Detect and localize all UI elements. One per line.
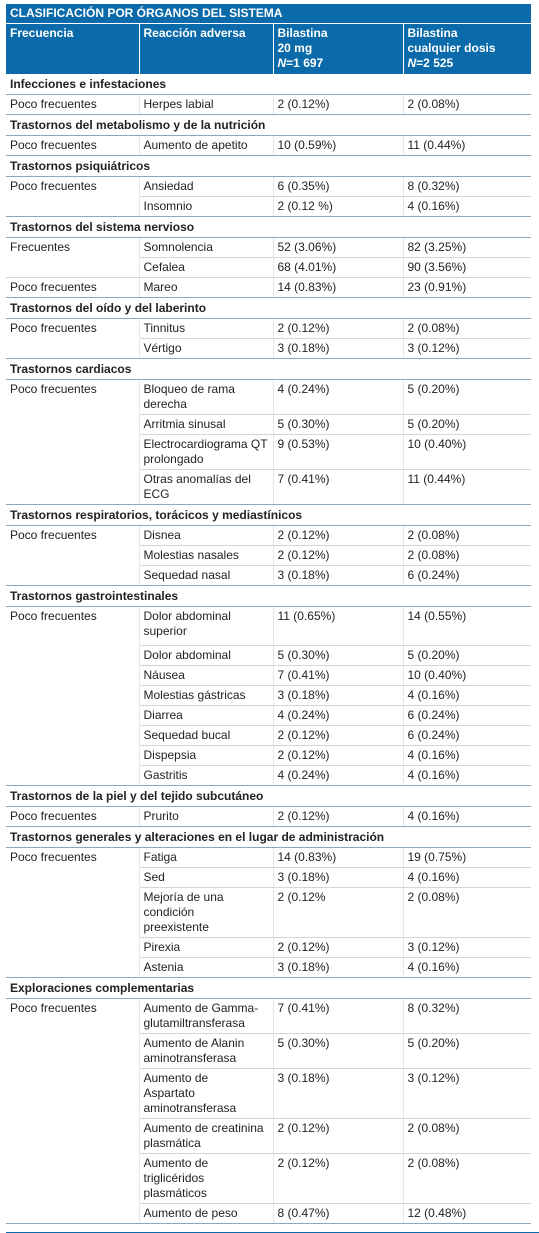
bilastina-20mg-cell: 14 (0.83%) (273, 848, 403, 868)
reaction-cell: Vértigo (139, 339, 273, 359)
table-row (6, 766, 531, 786)
bilastina-20mg-cell: 3 (0.18%) (273, 566, 403, 586)
table-row (6, 1119, 531, 1154)
frequency-cell: Poco frecuentes (6, 278, 139, 298)
bilastina-any-dose-cell: 4 (0.16%) (403, 958, 531, 978)
bilastina-20mg-cell: 2 (0.12%) (273, 1119, 403, 1154)
table-row (6, 526, 531, 546)
bilastina-any-dose-cell: 2 (0.08%) (403, 546, 531, 566)
bilastina-20mg-cell: 2 (0.12%) (273, 95, 403, 115)
category-row (6, 156, 531, 177)
frequency-cell: Poco frecuentes (10, 528, 97, 542)
reaction-cell: Herpes labial (139, 95, 273, 115)
bilastina-any-dose-cell: 6 (0.24%) (403, 706, 531, 726)
frequency-cell: Poco frecuentes (10, 382, 97, 396)
bilastina-20mg-cell: 2 (0.12%) (273, 526, 403, 546)
bilastina-20mg-cell: 7 (0.41%) (273, 470, 403, 505)
reaction-cell: Aumento de creatinina plasmática (139, 1119, 273, 1154)
frequency-cell (6, 339, 139, 359)
reaction-cell: Astenia (139, 958, 273, 978)
reaction-cell: Tinnitus (139, 319, 273, 339)
frequency-cell (6, 1034, 139, 1069)
frequency-cell: Poco frecuentes (10, 1001, 97, 1015)
frequency-cell (6, 1204, 139, 1224)
bilastina-any-dose-cell: 4 (0.16%) (403, 766, 531, 786)
reaction-cell: Disnea (139, 526, 273, 546)
bilastina-20mg-cell: 4 (0.24%) (273, 380, 403, 415)
header-bilastina-20mg (273, 24, 403, 75)
bilastina-any-dose-cell: 11 (0.44%) (403, 470, 531, 505)
reaction-cell: Bloqueo de rama derecha (139, 380, 273, 415)
reaction-cell: Pirexia (139, 938, 273, 958)
reaction-cell: Electrocardiograma QT prolongado (139, 435, 273, 470)
table-row (6, 380, 531, 415)
bilastina-any-dose-cell: 4 (0.16%) (403, 197, 531, 217)
table-row (6, 415, 531, 435)
reaction-cell: Aumento de Aspartato aminotransferasa (139, 1069, 273, 1119)
category-label: Trastornos psiquiátricos (6, 156, 531, 177)
header-frecuencia: Frecuencia (6, 24, 139, 75)
bilastina-20mg-cell: 3 (0.18%) (273, 1069, 403, 1119)
category-row (6, 298, 531, 319)
header-bilany-count: =2 525 (416, 56, 454, 70)
frequency-cell (6, 415, 139, 435)
category-label: Trastornos del metabolismo y de la nutrición (6, 115, 531, 136)
bilastina-any-dose-cell: 2 (0.08%) (403, 1119, 531, 1154)
category-label: Exploraciones complementarias (6, 978, 531, 999)
category-row (6, 586, 531, 607)
reaction-cell: Ansiedad (139, 177, 273, 197)
bilastina-20mg-cell: 5 (0.30%) (273, 646, 403, 666)
table-row (6, 958, 531, 978)
reaction-cell: Arritmia sinusal (139, 415, 273, 435)
header-bilastina-any-dose (403, 24, 531, 75)
frequency-cell (6, 726, 139, 746)
table-row (6, 999, 531, 1034)
table-row (6, 136, 531, 156)
bilastina-20mg-cell: 3 (0.18%) (273, 686, 403, 706)
reaction-cell: Sed (139, 868, 273, 888)
bilastina-20mg-cell: 7 (0.41%) (273, 999, 403, 1034)
frequency-cell (6, 746, 139, 766)
bilastina-20mg-cell: 11 (0.65%) (273, 607, 403, 646)
table-row (6, 470, 531, 505)
frequency-cell (6, 646, 139, 666)
reaction-cell: Somnolencia (139, 238, 273, 258)
bilastina-any-dose-cell: 82 (3.25%) (403, 238, 531, 258)
reaction-cell: Aumento de triglicéridos plasmáticos (139, 1154, 273, 1204)
frequency-cell: Poco frecuentes (10, 321, 97, 335)
category-row (6, 786, 531, 807)
reaction-cell: Otras anomalías del ECG (139, 470, 273, 505)
frequency-cell (6, 1069, 139, 1119)
bilastina-20mg-cell: 3 (0.18%) (273, 868, 403, 888)
table-row (6, 546, 531, 566)
frequency-cell (6, 258, 139, 278)
bilastina-any-dose-cell: 3 (0.12%) (403, 339, 531, 359)
bilastina-any-dose-cell: 11 (0.44%) (403, 136, 531, 156)
table-row (6, 848, 531, 868)
bilastina-20mg-cell: 2 (0.12%) (273, 546, 403, 566)
frequency-cell: Poco frecuentes (10, 609, 97, 623)
header-bilany-line1: Bilastina (407, 26, 458, 40)
bilastina-20mg-cell: 68 (4.01%) (273, 258, 403, 278)
table-row (6, 238, 531, 258)
header-bil20-line1: Bilastina (277, 26, 328, 40)
bilastina-20mg-cell: 2 (0.12%) (273, 1154, 403, 1204)
bilastina-any-dose-cell: 6 (0.24%) (403, 726, 531, 746)
category-label: Trastornos generales y alteraciones en el lugar de administración (6, 827, 531, 848)
category-label: Trastornos respiratorios, torácicos y mediastínicos (6, 505, 531, 526)
table-row (6, 258, 531, 278)
bilastina-any-dose-cell: 19 (0.75%) (403, 848, 531, 868)
frequency-cell (6, 197, 139, 217)
frequency-cell (6, 686, 139, 706)
category-label: Trastornos del sistema nervioso (6, 217, 531, 238)
category-row (6, 827, 531, 848)
reaction-cell: Aumento de peso (139, 1204, 273, 1224)
frequency-cell (6, 546, 139, 566)
bilastina-any-dose-cell: 5 (0.20%) (403, 646, 531, 666)
reaction-cell: Fatiga (139, 848, 273, 868)
table-row (6, 938, 531, 958)
bilastina-any-dose-cell: 4 (0.16%) (403, 868, 531, 888)
table-row (6, 1204, 531, 1224)
frequency-cell: Poco frecuentes (10, 850, 97, 864)
table-row (6, 95, 531, 115)
header-bilany-line2: cualquier dosis (407, 41, 496, 55)
adverse-reactions-table-container (6, 4, 536, 1224)
table-row (6, 177, 531, 197)
frequency-cell (6, 435, 139, 470)
table-row (6, 1034, 531, 1069)
table-row (6, 607, 531, 646)
table-row (6, 278, 531, 298)
frequency-cell: Poco frecuentes (6, 807, 139, 827)
header-row (6, 24, 531, 75)
header-bilany-line3 (408, 56, 528, 71)
category-row (6, 74, 531, 95)
frequency-cell: Poco frecuentes (6, 136, 139, 156)
frequency-cell (6, 470, 139, 505)
reaction-cell: Aumento de Alanin aminotransferasa (139, 1034, 273, 1069)
table-row (6, 807, 531, 827)
reaction-cell: Insomnio (139, 197, 273, 217)
bilastina-20mg-cell: 3 (0.18%) (273, 958, 403, 978)
reaction-cell: Mejoría de una condición preexistente (139, 888, 273, 938)
table-row (6, 686, 531, 706)
frequency-cell (6, 566, 139, 586)
reaction-cell: Gastritis (139, 766, 273, 786)
header-bil20-n: N (277, 56, 287, 70)
bilastina-20mg-cell: 10 (0.59%) (273, 136, 403, 156)
bilastina-20mg-cell: 6 (0.35%) (273, 177, 403, 197)
bilastina-20mg-cell: 5 (0.30%) (273, 415, 403, 435)
bilastina-20mg-cell: 2 (0.12%) (273, 726, 403, 746)
reaction-cell: Diarrea (139, 706, 273, 726)
category-label: Trastornos del oído y del laberinto (6, 298, 531, 319)
bilastina-20mg-cell: 7 (0.41%) (273, 666, 403, 686)
bilastina-any-dose-cell: 2 (0.08%) (403, 1154, 531, 1204)
table-row (6, 726, 531, 746)
table-row (6, 435, 531, 470)
bilastina-any-dose-cell: 2 (0.08%) (403, 319, 531, 339)
reaction-cell: Mareo (139, 278, 273, 298)
category-row (6, 115, 531, 136)
bilastina-any-dose-cell: 23 (0.91%) (403, 278, 531, 298)
bilastina-any-dose-cell: 3 (0.12%) (403, 1069, 531, 1119)
bilastina-20mg-cell: 14 (0.83%) (273, 278, 403, 298)
bilastina-any-dose-cell: 8 (0.32%) (403, 177, 531, 197)
reaction-cell: Molestias gástricas (139, 686, 273, 706)
table-row (6, 868, 531, 888)
category-label: Trastornos gastrointestinales (6, 586, 531, 607)
bilastina-any-dose-cell: 3 (0.12%) (403, 938, 531, 958)
bilastina-20mg-cell: 2 (0.12%) (273, 807, 403, 827)
table-row (6, 888, 531, 938)
table-row (6, 566, 531, 586)
frequency-cell: Poco frecuentes (10, 179, 97, 193)
bilastina-20mg-cell: 8 (0.47%) (273, 1204, 403, 1224)
reaction-cell: Sequedad nasal (139, 566, 273, 586)
frequency-cell (6, 868, 139, 888)
reaction-cell: Cefalea (139, 258, 273, 278)
bilastina-any-dose-cell: 14 (0.55%) (403, 607, 531, 646)
header-bilany-n: N (407, 56, 417, 70)
bilastina-20mg-cell: 9 (0.53%) (273, 435, 403, 470)
category-label: Trastornos de la piel y del tejido subcutáneo (6, 786, 531, 807)
header-reaccion: Reacción adversa (139, 24, 273, 75)
category-row (6, 505, 531, 526)
bilastina-20mg-cell: 4 (0.24%) (273, 766, 403, 786)
table-row (6, 1069, 531, 1119)
bilastina-any-dose-cell: 4 (0.16%) (403, 746, 531, 766)
table-row (6, 706, 531, 726)
bilastina-any-dose-cell: 5 (0.20%) (403, 380, 531, 415)
bilastina-any-dose-cell: 4 (0.16%) (403, 807, 531, 827)
bilastina-20mg-cell: 2 (0.12%) (273, 319, 403, 339)
bilastina-any-dose-cell: 2 (0.08%) (403, 888, 531, 938)
table-row (6, 666, 531, 686)
category-row (6, 217, 531, 238)
frequency-cell: Frecuentes (10, 240, 71, 254)
bilastina-20mg-cell: 4 (0.24%) (273, 706, 403, 726)
table-row (6, 339, 531, 359)
frequency-cell (6, 706, 139, 726)
reaction-cell: Náusea (139, 666, 273, 686)
reaction-cell: Molestias nasales (139, 546, 273, 566)
bilastina-any-dose-cell: 6 (0.24%) (403, 566, 531, 586)
reaction-cell: Prurito (139, 807, 273, 827)
category-label: Infecciones e infestaciones (6, 74, 531, 95)
table-row (6, 319, 531, 339)
table-title: CLASIFICACIÓN POR ÓRGANOS DEL SISTEMA (6, 4, 531, 24)
frequency-cell: Poco frecuentes (6, 95, 139, 115)
table-row (6, 197, 531, 217)
frequency-cell (6, 1119, 139, 1154)
frequency-cell (6, 958, 139, 978)
bilastina-20mg-cell: 2 (0.12 %) (273, 197, 403, 217)
bilastina-any-dose-cell: 10 (0.40%) (403, 435, 531, 470)
frequency-cell (6, 888, 139, 938)
reaction-cell: Dolor abdominal (139, 646, 273, 666)
category-row (6, 978, 531, 999)
bilastina-any-dose-cell: 2 (0.08%) (403, 526, 531, 546)
frequency-cell (6, 666, 139, 686)
frequency-cell (6, 1154, 139, 1204)
category-row (6, 359, 531, 380)
category-label: Trastornos cardiacos (6, 359, 531, 380)
bilastina-any-dose-cell: 5 (0.20%) (403, 1034, 531, 1069)
table-row (6, 746, 531, 766)
bilastina-any-dose-cell: 4 (0.16%) (403, 686, 531, 706)
bilastina-20mg-cell: 2 (0.12% (273, 888, 403, 938)
header-bil20-line3 (278, 56, 399, 71)
reaction-cell: Aumento de Gamma-glutamiltransferasa (139, 999, 273, 1034)
reaction-cell: Dolor abdominal superior (139, 607, 273, 646)
bilastina-20mg-cell: 3 (0.18%) (273, 339, 403, 359)
bilastina-20mg-cell: 2 (0.12%) (273, 746, 403, 766)
bilastina-20mg-cell: 5 (0.30%) (273, 1034, 403, 1069)
bilastina-any-dose-cell: 90 (3.56%) (403, 258, 531, 278)
bilastina-any-dose-cell: 12 (0.48%) (403, 1204, 531, 1224)
adverse-reactions-table (6, 4, 531, 1224)
frequency-cell (6, 766, 139, 786)
frequency-cell (6, 938, 139, 958)
reaction-cell: Aumento de apetito (139, 136, 273, 156)
header-bil20-line2: 20 mg (277, 41, 313, 55)
reaction-cell: Dispepsia (139, 746, 273, 766)
table-row (6, 1154, 531, 1204)
bilastina-any-dose-cell: 10 (0.40%) (403, 666, 531, 686)
bilastina-any-dose-cell: 2 (0.08%) (403, 95, 531, 115)
table-body (6, 74, 531, 1224)
reaction-cell: Sequedad bucal (139, 726, 273, 746)
table-row (6, 646, 531, 666)
bilastina-any-dose-cell: 8 (0.32%) (403, 999, 531, 1034)
bilastina-20mg-cell: 2 (0.12%) (273, 938, 403, 958)
header-bil20-count: =1 697 (286, 56, 324, 70)
bilastina-20mg-cell: 52 (3.06%) (273, 238, 403, 258)
bilastina-any-dose-cell: 5 (0.20%) (403, 415, 531, 435)
